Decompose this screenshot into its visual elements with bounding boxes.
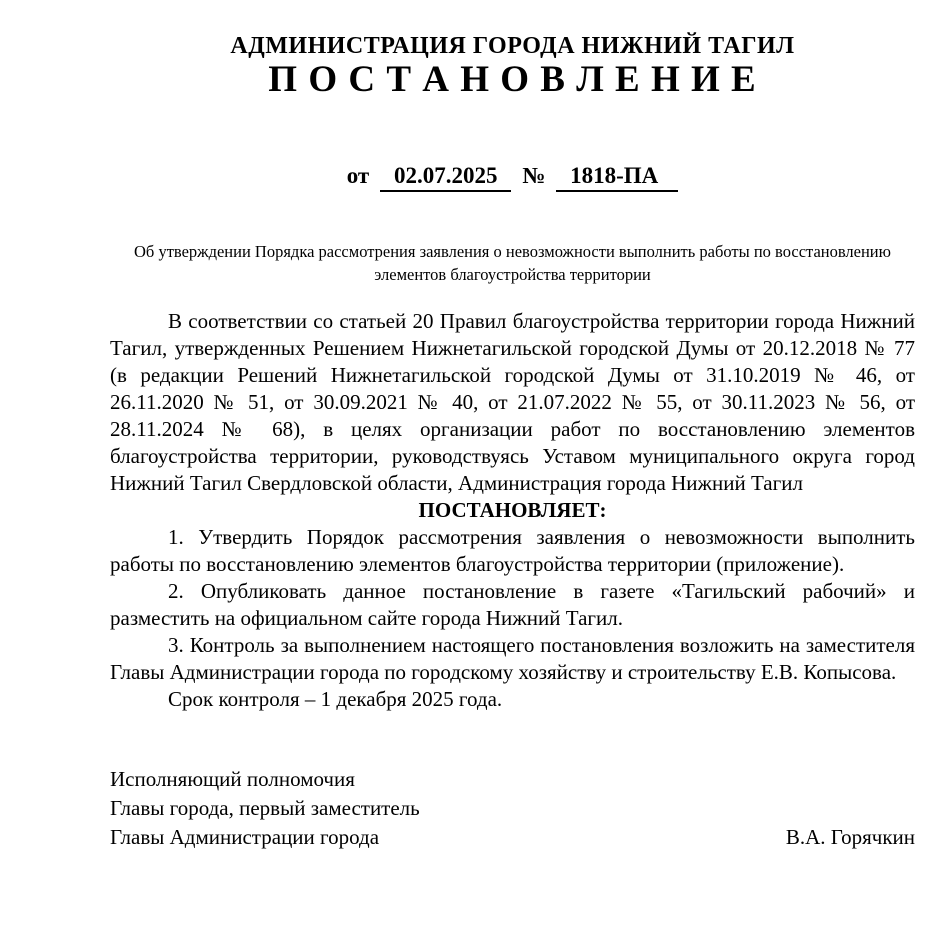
preamble-paragraph: В соответствии со статьей 20 Правил благоустройства территории города Нижний Тагил, утвержденных Решением Нижнетагильской городской Думы от 20.12.2018 № 77 (в редакции Решений Нижнетагильской городской Думы от 31.10.2019 № 46, от 26.11.2020 № 51, от 30.09.2021 № 40, от 21.07.2022 № 55, от 30.11.2023 № 56, от 28.11.2024 № 68), в целях организации работ по восстановлению элементов благоустройства территории, руководствуясь Уставом муниципального округа город Нижний Тагил Свердловской области, Администрация города Нижний Тагил xyxy=(110,308,915,495)
signer-position xyxy=(110,765,420,852)
date-value: 02.07.2025 xyxy=(380,162,512,192)
resolution-item-1: 1. Утвердить Порядок рассмотрения заявления о невозможности выполнить работы по восстановлению элементов благоустройства территории (приложение). xyxy=(110,524,915,576)
resolves-heading: ПОСТАНОВЛЯЕТ: xyxy=(418,497,607,522)
date-number-line xyxy=(110,162,915,192)
date-prefix-label: от xyxy=(346,163,370,189)
document-number-value: 1818-ПА xyxy=(556,162,678,192)
doc-type-title: П О С Т А Н О В Л Е Н И Е xyxy=(268,59,757,101)
document-subject: Об утверждении Порядка рассмотрения заявления о невозможности выполнить работы по восстановлению элементов благоустройства территории xyxy=(134,241,891,284)
resolution-item-2: 2. Опубликовать данное постановление в газете «Тагильский рабочий» и разместить на официальном сайте города Нижний Тагил. xyxy=(110,578,915,630)
signer-position-line-2: Главы города, первый заместитель xyxy=(110,795,420,820)
resolution-item-3: 3. Контроль за выполнением настоящего постановления возложить на заместителя Главы Администрации города по городскому хозяйству и строительству Е.В. Копысова. xyxy=(110,632,915,684)
document-body xyxy=(110,308,915,713)
signature-block xyxy=(110,765,915,852)
org-name-heading: АДМИНИСТРАЦИЯ ГОРОДА НИЖНИЙ ТАГИЛ xyxy=(230,33,795,59)
signer-position-line-3: Главы Администрации города xyxy=(110,824,380,849)
signer-position-line-1: Исполняющий полномочия xyxy=(110,766,355,791)
control-deadline-line: Срок контроля – 1 декабря 2025 года. xyxy=(168,686,503,711)
signer-name: В.А. Горячкин xyxy=(785,824,915,849)
number-sign-label: № xyxy=(522,163,546,189)
